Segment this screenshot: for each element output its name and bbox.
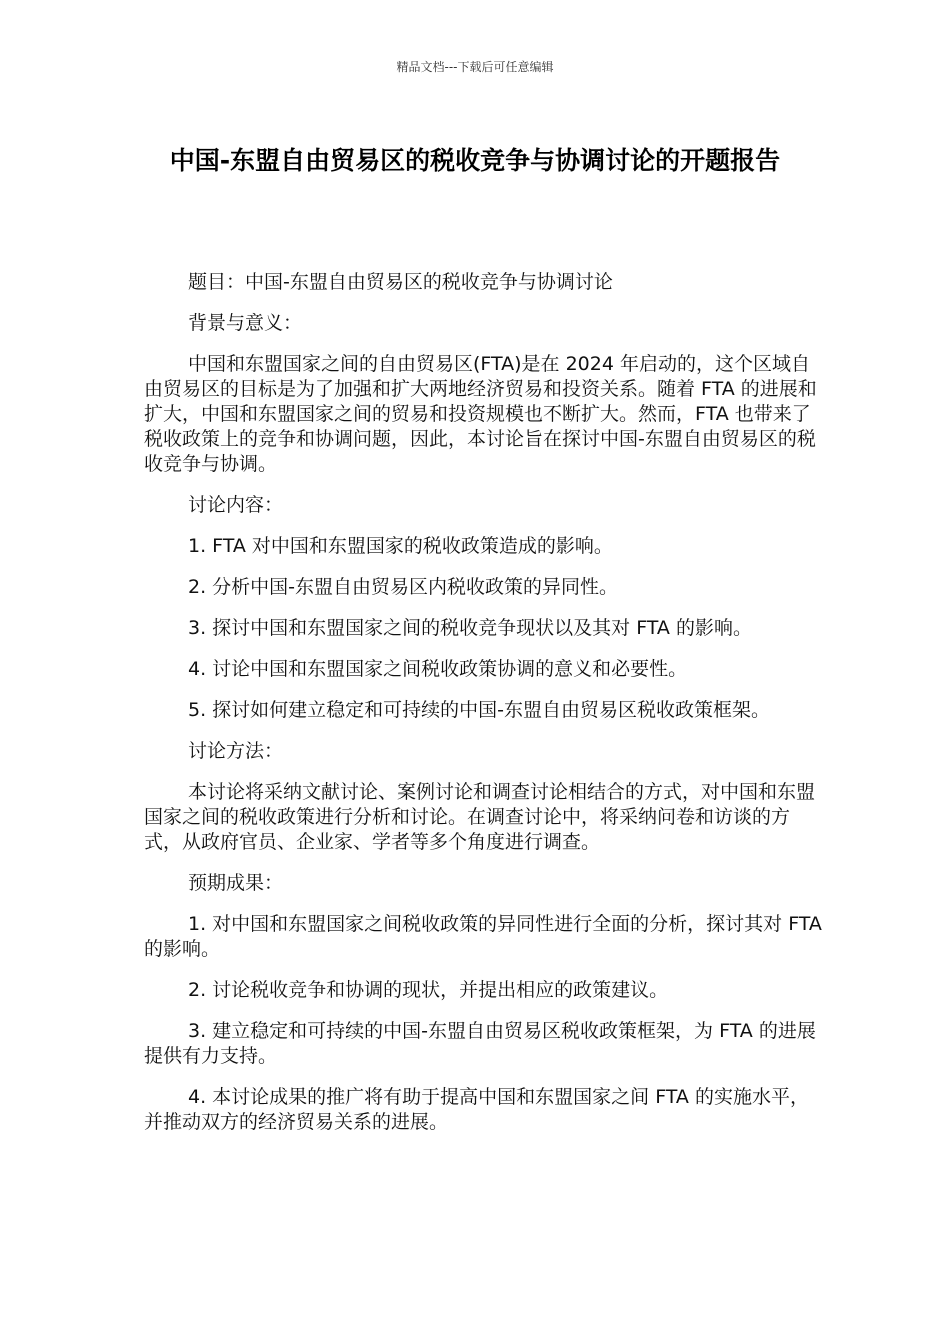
content-item: 5. 探讨如何建立稳定和可持续的中国-东盟自由贸易区税收政策框架。 xyxy=(188,699,771,721)
document-title: 中国-东盟自由贸易区的税收竞争与协调讨论的开题报告 xyxy=(169,146,781,175)
content-heading: 讨论内容： xyxy=(188,494,284,516)
results-heading: 预期成果： xyxy=(188,872,284,894)
results-item: 1. 对中国和东盟国家之间税收政策的异同性进行全面的分析，探讨其对 FTA 的影响。 xyxy=(144,913,822,960)
background-paragraph: 中国和东盟国家之间的自由贸易区(FTA)是在 2024 年启动的，这个区域自由贸易区的目标是为了加强和扩大两地经济贸易和投资关系。随着 FTA 的进展和扩大，中国和东盟国家之间的贸易和投资规模也不断扩大。然而，FTA 也带来了税收政策上的竞争和协调问题，因此，本讨论旨在探讨中国-东盟自由贸易区的税收竞争与协调。 xyxy=(144,353,817,475)
document-body xyxy=(144,270,824,1151)
header-note: 精品文档---下载后可任意编辑 xyxy=(396,60,554,74)
method-paragraph: 本讨论将采纳文献讨论、案例讨论和调查讨论相结合的方式，对中国和东盟国家之间的税收政策进行分析和讨论。在调查讨论中，将采纳问卷和访谈的方式，从政府官员、企业家、学者等多个角度进行调查。 xyxy=(144,781,816,853)
content-item: 4. 讨论中国和东盟国家之间税收政策协调的意义和必要性。 xyxy=(188,658,688,680)
content-item: 3. 探讨中国和东盟国家之间的税收竞争现状以及其对 FTA 的影响。 xyxy=(188,617,752,639)
results-item: 2. 讨论税收竞争和协调的现状，并提出相应的政策建议。 xyxy=(188,979,669,1001)
results-item: 4. 本讨论成果的推广将有助于提高中国和东盟国家之间 FTA 的实施水平，并推动双方的经济贸易关系的进展。 xyxy=(144,1086,809,1133)
background-heading: 背景与意义： xyxy=(188,312,303,334)
content-item: 1. FTA 对中国和东盟国家的税收政策造成的影响。 xyxy=(188,535,613,557)
topic-line: 题目：中国-东盟自由贸易区的税收竞争与协调讨论 xyxy=(188,271,613,293)
results-item: 3. 建立稳定和可持续的中国-东盟自由贸易区税收政策框架，为 FTA 的进展提供有力支持。 xyxy=(144,1020,816,1067)
method-heading: 讨论方法： xyxy=(188,740,284,762)
content-item: 2. 分析中国-东盟自由贸易区内税收政策的异同性。 xyxy=(188,576,619,598)
